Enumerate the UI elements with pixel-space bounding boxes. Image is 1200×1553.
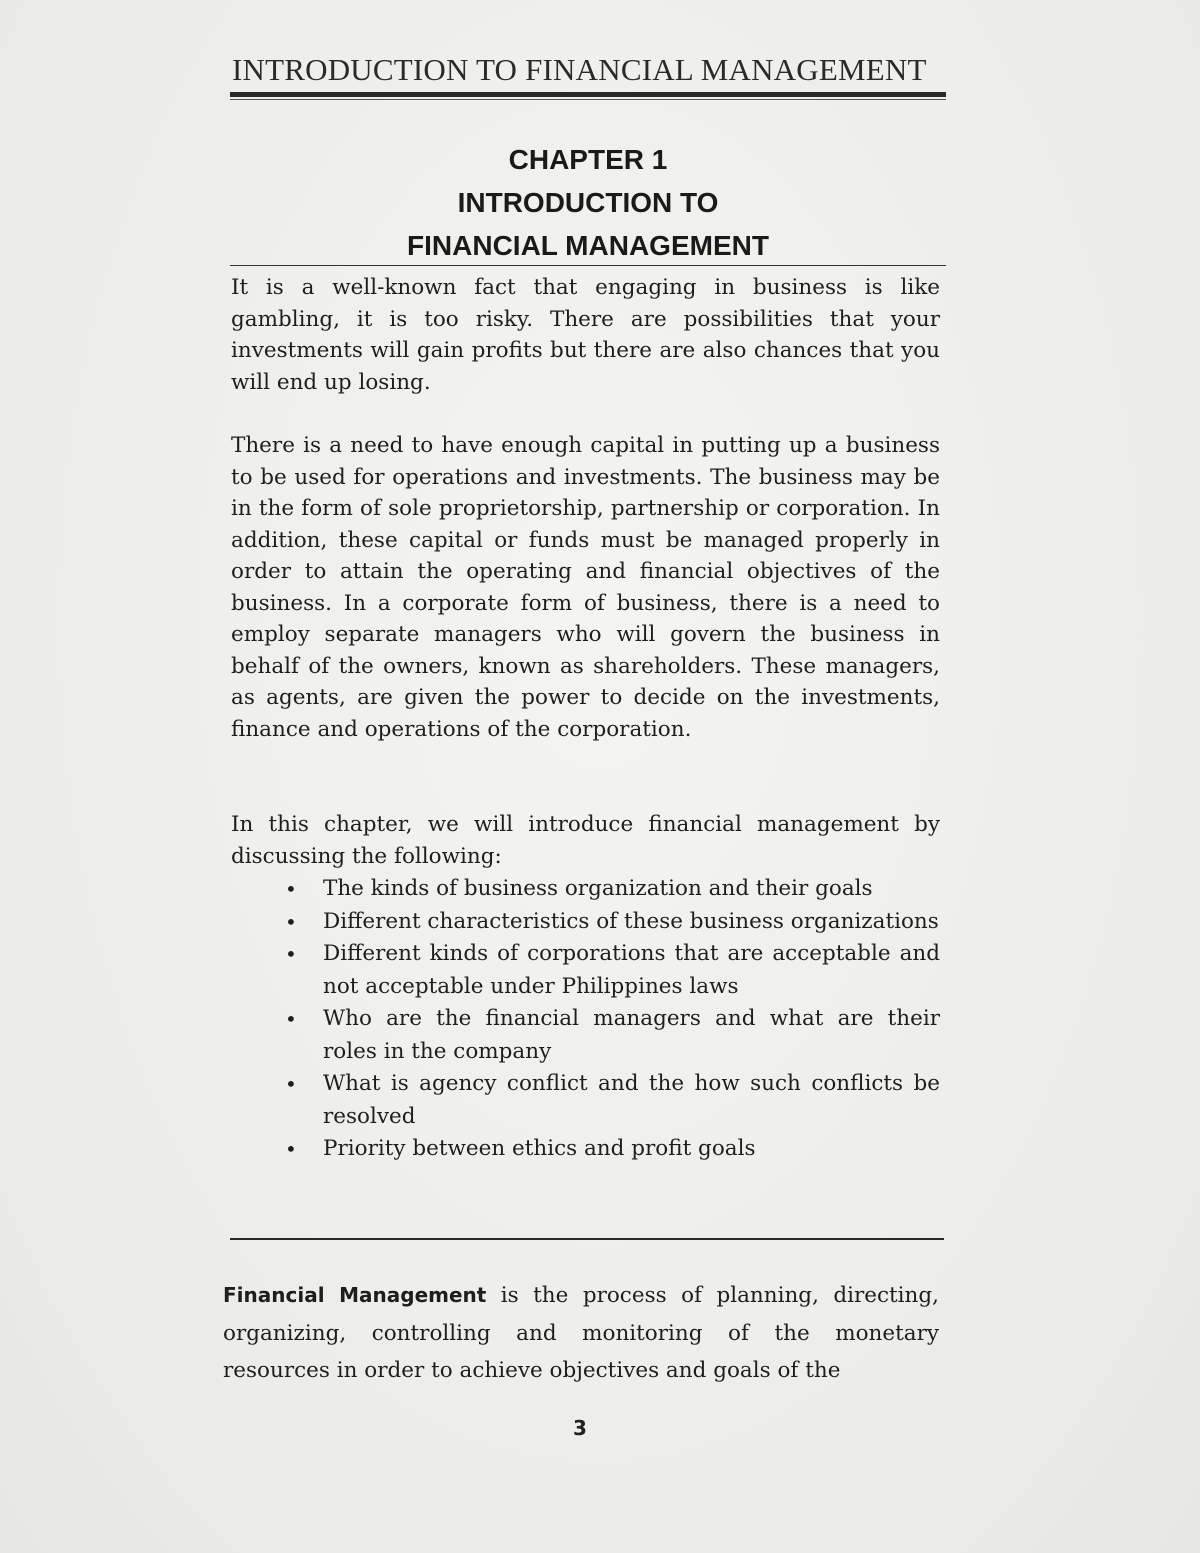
- list-item-text: The kinds of business organization and their goals: [323, 876, 873, 901]
- list-item: [285, 1133, 940, 1166]
- definition-term: Financial Management: [223, 1283, 487, 1307]
- intro-paragraph-1: It is a well-known fact that engaging in business is like gambling, it is too risky. There are possibilities that your investments will gain profits but there are also chances that you will end up losing.: [231, 275, 940, 395]
- bullet-icon: •: [285, 909, 297, 934]
- running-header: INTRODUCTION TO FINANCIAL MANAGEMENT: [232, 52, 927, 87]
- definition-text: is the process of planning, directing, organizing, controlling and monitoring of the monetary resources in order to achieve objectives and goals of the: [223, 1283, 939, 1383]
- bullet-icon: •: [285, 1137, 297, 1161]
- chapter-rule: [230, 265, 946, 266]
- bullet-icon: •: [285, 1007, 297, 1031]
- intro-paragraph-2: There is a need to have enough capital in putting up a business to be used for operations and investments. The business may be in the form of sole proprietorship, partnership or corporation. In addition, these capital or funds must be managed properly in order to attain the operating and financial objectives of the business. In a corporate form of business, there is a need to employ separate managers who will govern the business in behalf of the owners, known as shareholders. These managers, as agents, are given the power to decide on the investments, finance and operations of the corporation.: [231, 433, 940, 742]
- bullet-icon: •: [285, 877, 297, 901]
- chapter-heading: [230, 138, 946, 267]
- chapter-number: CHAPTER 1: [508, 144, 668, 175]
- chapter-topics-list: [285, 873, 940, 1166]
- list-item: [285, 1068, 940, 1133]
- list-item-text: What is agency conflict and the how such conflicts be resolved: [323, 1071, 940, 1129]
- list-item: [285, 873, 940, 906]
- list-item-text: Different kinds of corporations that are acceptable and not acceptable under Philippines laws: [323, 941, 940, 999]
- list-item: [285, 938, 940, 1003]
- definition-paragraph: [223, 1277, 939, 1390]
- list-item: [285, 1003, 940, 1068]
- header-rule: [230, 92, 946, 97]
- section-rule: [230, 1238, 944, 1240]
- bullet-icon: •: [285, 942, 297, 966]
- list-item-text: Priority between ethics and profit goals: [323, 1136, 756, 1161]
- page-number: 3: [573, 1416, 587, 1440]
- list-item-text: Who are the financial managers and what are their roles in the company: [323, 1006, 940, 1064]
- intro-paragraph-3: In this chapter, we will introduce financial management by discussing the following:: [231, 812, 940, 869]
- list-item: [285, 906, 940, 939]
- chapter-title-line-1: INTRODUCTION TO: [457, 187, 719, 218]
- bullet-icon: •: [285, 1072, 297, 1096]
- header-rule-thin: [230, 99, 946, 100]
- chapter-title-line-2: FINANCIAL MANAGEMENT: [407, 230, 769, 261]
- list-item-text: Different characteristics of these business organizations: [323, 908, 939, 934]
